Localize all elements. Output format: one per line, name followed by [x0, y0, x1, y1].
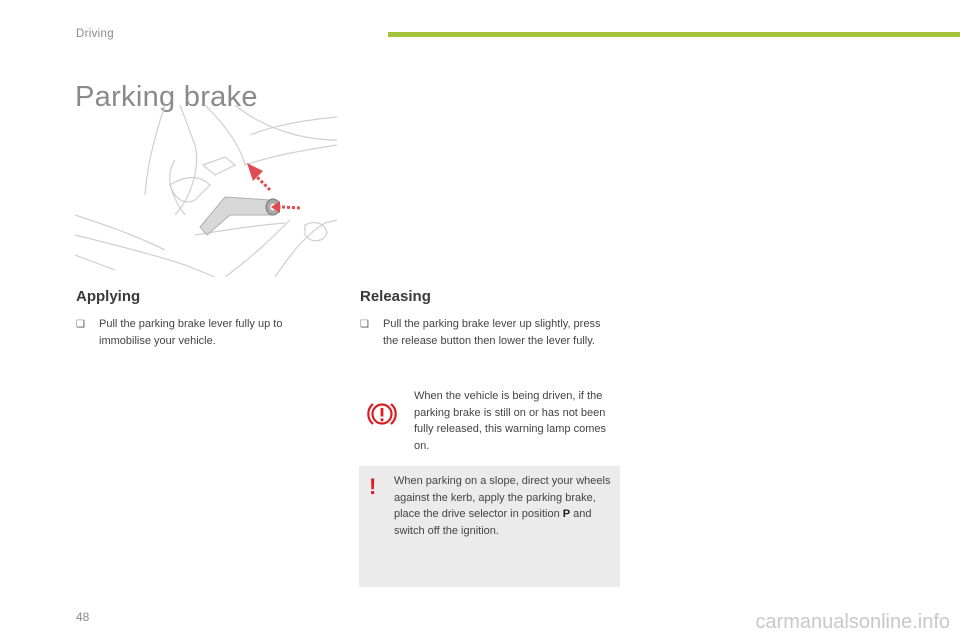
exclamation-icon: !	[369, 474, 377, 499]
checkbox-bullet-icon: ❑	[76, 319, 85, 330]
brake-warning-lamp-icon	[366, 398, 398, 430]
releasing-bullet	[360, 316, 605, 350]
watermark: carmanualsonline.info	[755, 611, 950, 633]
slope-note-box	[359, 466, 620, 587]
section-label: Driving	[76, 28, 114, 40]
accent-bar	[388, 32, 960, 37]
releasing-text: Pull the parking brake lever up slightly, press the release button then lower the lever fully.	[383, 318, 601, 347]
applying-text: Pull the parking brake lever fully up to immobilise your vehicle.	[99, 318, 283, 347]
releasing-heading: Releasing	[360, 288, 431, 305]
slope-note-text-after: and switch off the ignition.	[394, 508, 592, 537]
applying-section	[76, 288, 321, 350]
applying-heading: Applying	[76, 288, 141, 305]
page-title: Parking brake	[75, 81, 258, 114]
checkbox-bullet-icon: ❑	[360, 319, 369, 330]
page-number: 48	[76, 610, 90, 624]
warning-lamp-text: When the vehicle is being driven, if the parking brake is still on or has not been fully released, this warning lamp comes on.	[414, 390, 606, 452]
slope-note-text-before: When parking on a slope, direct your wheels against the kerb, apply the parking brake, place the drive selector in position	[394, 475, 611, 520]
slope-note-text	[394, 473, 612, 539]
applying-bullet	[76, 316, 321, 350]
releasing-section	[360, 288, 605, 350]
parking-brake-illustration	[75, 105, 337, 277]
drive-position-p: P	[562, 508, 571, 520]
